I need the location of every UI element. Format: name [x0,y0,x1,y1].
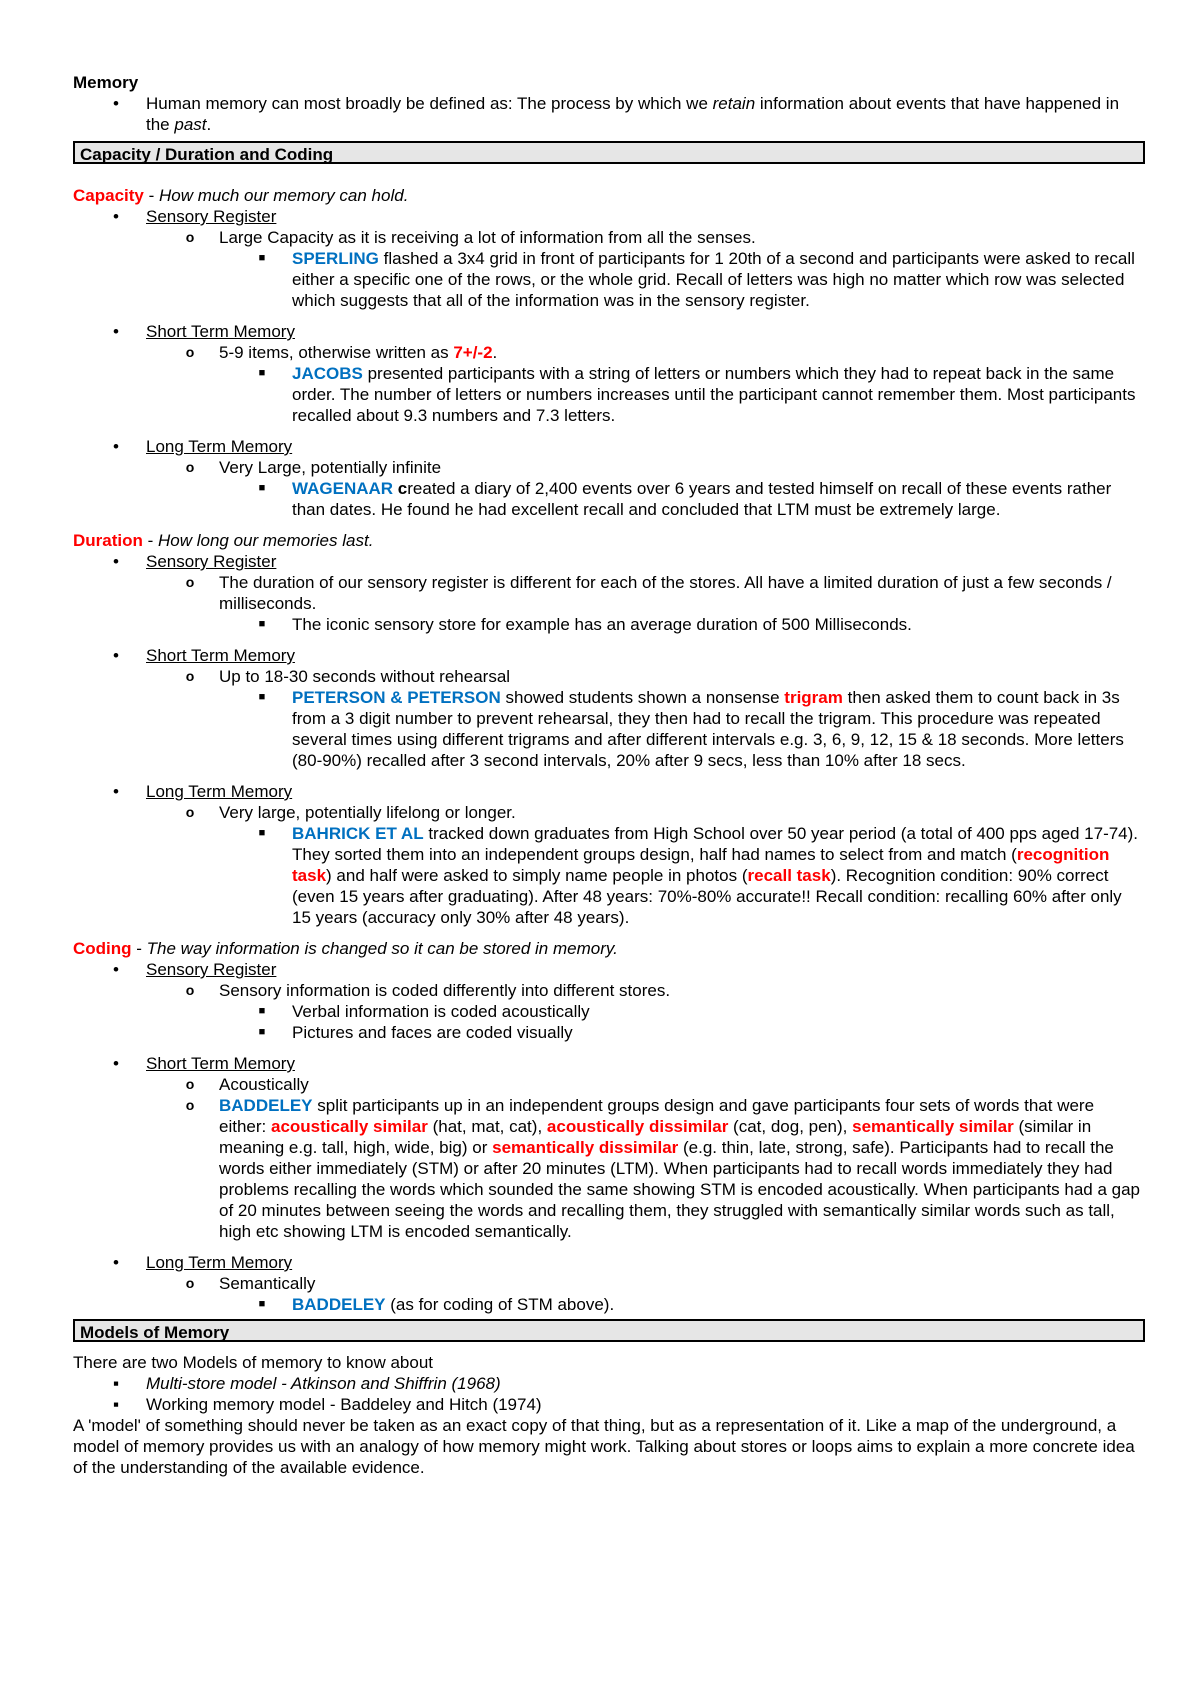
square-bullet-icon: ■ [258,482,266,494]
duration-heading: Duration - How long our memories last. [73,531,374,550]
bullet-icon: • [113,552,119,571]
list-item: ■ WAGENAAR created a diary of 2,400 events over 6 years and tested himself on recall of these events rather than dates. He found he had excellent recall and concluded that LTM must be extremely large. [73,478,1145,520]
models-intro: There are two Models of memory to know about [73,1353,433,1372]
bullet-icon: • [113,1253,119,1272]
list-item: o BADDELEY split participants up in an independent groups design and gave participants four sets of words that were either: acoustically similar (hat, mat, cat), acoustically dissimilar (cat, dog, pen), semantically similar (similar in meaning e.g. tall, high, wide, big) or semantically dissimilar (e.g. thin, late, strong, safe). Participants had to recall the words either immediately (STM) or after 20 minutes (LTM). When participants had to recall words immediately they had problems recalling the words which sounded the same showing STM is encoded acoustically. When participants had a gap of 20 minutes between seeing the words and recalling them, they struggled with semantically similar words such as tall, high etc showing LTM is encoded semantically. [73,1095,1145,1242]
bullet-icon: • [113,437,119,456]
list-item [73,206,1145,227]
list-item: ■ JACOBS presented participants with a string of letters or numbers which they had to repeat back in the same order. The number of letters or numbers increases until the participant cannot remember them. Most participants recalled about 9.3 numbers and 7.3 letters. [73,363,1145,426]
circle-bullet-icon: o [185,459,195,475]
list-item: o Large Capacity as it is receiving a lot of information from all the senses. [73,227,1145,248]
list-item: o Sensory information is coded differently into different stores. [73,980,1145,1001]
researcher-name: JACOBS [292,364,363,383]
bullet-icon: • [113,94,119,113]
list-item: ■ BAHRICK ET AL tracked down graduates from High School over 50 year period (a total of 400 pps aged 17-74). They sorted them into an independent groups design, half had names to select from and match (recognition task) and half were asked to simply name people in photos (recall task). Recognition condition: 90% correct (even 15 years after graduating). After 48 years: 70%-80% accurate!! Recall condition: recalling 60% after only 15 years (accuracy only 30% after 48 years). [73,823,1145,928]
list-item: ■ Pictures and faces are coded visually [73,1022,1145,1043]
square-bullet-icon: ■ [258,827,266,839]
list-item: ■ PETERSON & PETERSON showed students shown a nonsense trigram then asked them to count back in 3s from a 3 digit number to prevent rehearsal, they then had to recall the trigram. This procedure was repeated several times using different trigrams and after different intervals e.g. 3, 6, 9, 12, 15 & 18 seconds. More letters (80-90%) recalled after 3 second intervals, 20% after 9 secs, less than 10% after 18 secs. [73,687,1145,771]
list-item: o Acoustically [73,1074,1145,1095]
square-bullet-icon: ■ [258,691,266,703]
circle-bullet-icon: o [185,1076,195,1092]
square-bullet-icon: ■ [258,618,266,630]
researcher-name: BADDELEY [292,1295,386,1314]
researcher-name: SPERLING [292,249,379,268]
researcher-name: PETERSON & PETERSON [292,688,501,707]
doc-title: Memory [73,73,139,92]
list-item [73,645,1145,666]
list-item [73,321,1145,342]
list-item [73,1252,1145,1273]
researcher-name: BAHRICK ET AL [292,824,424,843]
list-item: ▪ Working memory model - Baddeley and Hitch (1974) [73,1394,1145,1415]
list-item: o Very large, potentially lifelong or longer. [73,802,1145,823]
list-item: ■ BADDELEY (as for coding of STM above). [73,1294,1145,1315]
list-item [73,781,1145,802]
bullet-icon: • [113,1054,119,1073]
subheading-long-term-memory: Long Term Memory [146,1253,293,1272]
models-paragraph: A 'model' of something should never be taken as an exact copy of that thing, but as a representation of it. Like a map of the underground, a model of memory provides us with an analogy of how memory might work. Talking about stores or loops aims to explain a more concrete idea of the understanding of the available evidence. [73,1416,1135,1477]
list-item [73,436,1145,457]
circle-bullet-icon: o [185,344,195,360]
list-item [73,1053,1145,1074]
bullet-icon: • [113,782,119,801]
square-bullet-icon: ▪ [112,1374,120,1393]
definition-item: • Human memory can most broadly be defined as: The process by which we retain information about events that have happened in the past. [73,93,1145,135]
circle-bullet-icon: o [185,668,195,684]
circle-bullet-icon: o [185,229,195,245]
bullet-icon: • [113,646,119,665]
researcher-name: BADDELEY [219,1096,313,1115]
researcher-name: WAGENAAR [292,479,394,498]
subheading-short-term-memory: Short Term Memory [146,322,295,341]
list-item: o The duration of our sensory register is different for each of the stores. All have a limited duration of just a few seconds / milliseconds. [73,572,1145,614]
list-item: o Very Large, potentially infinite [73,457,1145,478]
bullet-icon: • [113,207,119,226]
list-item: o 5-9 items, otherwise written as 7+/-2. [73,342,1145,363]
list-item [73,959,1145,980]
list-item: ■ Verbal information is coded acoustically [73,1001,1145,1022]
list-item: ▪ Multi-store model - Atkinson and Shiffrin (1968) [73,1373,1145,1394]
square-bullet-icon: ▪ [112,1395,120,1414]
subheading-sensory-register: Sensory Register [146,552,277,571]
bullet-icon: • [113,322,119,341]
square-bullet-icon: ■ [258,1005,266,1017]
circle-bullet-icon: o [185,1275,195,1291]
list-item: o Up to 18-30 seconds without rehearsal [73,666,1145,687]
coding-heading: Coding - The way information is changed so it can be stored in memory. [73,939,618,958]
circle-bullet-icon: o [185,1097,195,1113]
circle-bullet-icon: o [185,982,195,998]
circle-bullet-icon: o [185,804,195,820]
document-page [73,72,1145,1478]
subheading-short-term-memory: Short Term Memory [146,1054,295,1073]
section-heading-capacity-duration-coding: Capacity / Duration and Coding [73,141,1145,164]
subheading-long-term-memory: Long Term Memory [146,782,293,801]
square-bullet-icon: ■ [258,1026,266,1038]
list-item [73,551,1145,572]
circle-bullet-icon: o [185,574,195,590]
square-bullet-icon: ■ [258,252,266,264]
capacity-heading: Capacity - How much our memory can hold. [73,186,409,205]
bullet-icon: • [113,960,119,979]
subheading-sensory-register: Sensory Register [146,960,277,979]
square-bullet-icon: ■ [258,367,266,379]
list-item: o Semantically [73,1273,1145,1294]
section-heading-models-of-memory: Models of Memory [73,1319,1145,1342]
list-item: ■ SPERLING flashed a 3x4 grid in front of participants for 1 20th of a second and participants were asked to recall either a specific one of the rows, or the whole grid. Recall of letters was high no matter which row was selected which suggests that all of the information was in the sensory register. [73,248,1145,311]
subheading-sensory-register: Sensory Register [146,207,277,226]
subheading-short-term-memory: Short Term Memory [146,646,295,665]
subheading-long-term-memory: Long Term Memory [146,437,293,456]
square-bullet-icon: ■ [258,1298,266,1310]
list-item: ■ The iconic sensory store for example has an average duration of 500 Milliseconds. [73,614,1145,635]
